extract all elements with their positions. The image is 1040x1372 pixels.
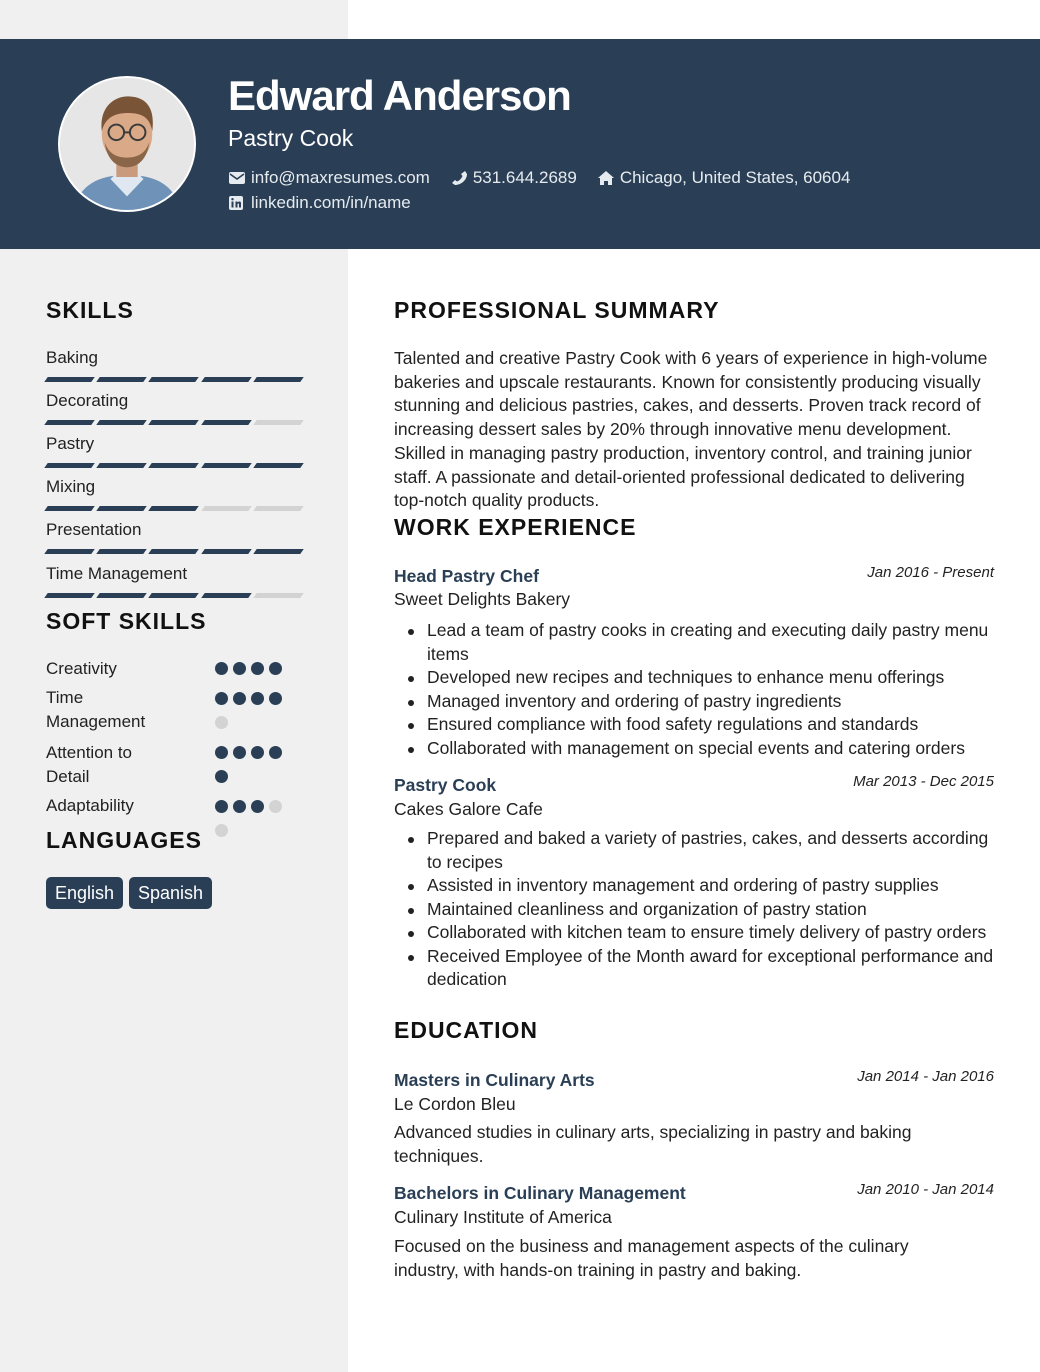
summary-text: Talented and creative Pastry Cook with 6 years of experience in high-volume bakeries and upscale restaurants. Known for consistently producing visually stunning and delicious pastries, cakes, and desserts. Proven track record of increasing dessert sales by 20% through innovative menu development. Skilled in managing pastry production, inventory control, and training junior staff. A passionate and detail-oriented professional dedicated to delivering top-notch quality products. <box>394 348 988 511</box>
education-heading: EDUCATION <box>394 1017 539 1043</box>
skill-level-segment <box>44 593 95 598</box>
bullet-item: Ensured compliance with food safety regulations and standards <box>427 713 997 737</box>
skill-level-segment <box>253 420 304 425</box>
skill-level-segment <box>149 420 200 425</box>
contact-linkedin[interactable] <box>228 193 411 213</box>
rating-dot <box>251 746 264 759</box>
job-title: Head Pastry Chef <box>394 566 539 586</box>
skill-level-segment <box>201 549 252 554</box>
candidate-name: Edward Anderson <box>228 72 571 119</box>
rating-dot <box>215 800 228 813</box>
education-date: Jan 2014 - Jan 2016 <box>857 1068 994 1085</box>
rating-dot <box>233 800 246 813</box>
bullet-item: Received Employee of the Month award for exceptional performance and dedication <box>427 945 997 992</box>
skill-level-segment <box>149 593 200 598</box>
education-description: Advanced studies in culinary arts, specializing in pastry and baking techniques. <box>394 1122 912 1166</box>
education-description: Focused on the business and management aspects of the culinary industry, with hands-on training in pastry and baking. <box>394 1236 909 1280</box>
skill-level-segment <box>96 506 147 511</box>
skill-level-segment <box>253 593 304 598</box>
skill-level-segment <box>96 549 147 554</box>
school-name: Le Cordon Bleu <box>394 1094 516 1114</box>
skill-name: Mixing <box>46 477 96 496</box>
skill-level-segment <box>96 463 147 468</box>
linkedin-icon <box>228 195 246 211</box>
contact-phone[interactable] <box>450 168 577 188</box>
skill-level-segment <box>149 377 200 382</box>
skill-level-segment <box>201 420 252 425</box>
rating-dot <box>215 716 228 729</box>
rating-dot <box>269 746 282 759</box>
envelope-icon <box>228 170 246 186</box>
contact-row-linkedin <box>228 193 431 213</box>
skill-level-segment <box>149 506 200 511</box>
home-icon <box>597 170 615 186</box>
skill-level-segment <box>96 420 147 425</box>
rating-dot <box>269 662 282 675</box>
bullet-item: Developed new recipes and techniques to enhance menu offerings <box>427 666 997 690</box>
degree-title: Masters in Culinary Arts <box>394 1070 595 1090</box>
bullet-item: Prepared and baked a variety of pastries, cakes, and desserts according to recipes <box>427 827 997 874</box>
skill-level-segment <box>44 463 95 468</box>
rating-dot <box>215 746 228 759</box>
skill-level-segment <box>201 377 252 382</box>
summary-heading: PROFESSIONAL SUMMARY <box>394 297 720 323</box>
candidate-title: Pastry Cook <box>228 125 354 151</box>
bullet-item: Assisted in inventory management and ordering of pastry supplies <box>427 874 997 898</box>
skill-name: Decorating <box>46 391 129 410</box>
skills-heading: SKILLS <box>46 297 134 323</box>
job-date: Mar 2013 - Dec 2015 <box>853 773 994 790</box>
contact-row <box>228 168 870 188</box>
degree-title: Bachelors in Culinary Management <box>394 1183 686 1203</box>
bullet-item: Managed inventory and ordering of pastry ingredients <box>427 690 997 714</box>
bullet-item: Collaborated with kitchen team to ensure timely delivery of pastry orders <box>427 921 997 945</box>
skill-level-segment <box>44 377 95 382</box>
skill-level-bar <box>46 377 302 382</box>
job-company: Cakes Galore Cafe <box>394 799 543 819</box>
language-badge: Spanish <box>129 877 212 909</box>
language-badge: English <box>46 877 123 909</box>
skill-level-segment <box>201 506 252 511</box>
rating-dot <box>233 662 246 675</box>
skill-level-segment <box>149 463 200 468</box>
phone-text: 531.644.2689 <box>472 168 577 187</box>
bullet-item: Lead a team of pastry cooks in creating and executing daily pastry menu items <box>427 619 997 666</box>
job-company: Sweet Delights Bakery <box>394 589 571 609</box>
bullet-item: Collaborated with management on special events and catering orders <box>427 737 997 761</box>
rating-dot <box>215 824 228 837</box>
rating-dot <box>251 692 264 705</box>
skill-name: Presentation <box>46 520 142 539</box>
skill-level-bar <box>46 549 302 554</box>
email-text: info@maxresumes.com <box>251 168 430 187</box>
rating-dot <box>251 662 264 675</box>
skill-name: Pastry <box>46 434 95 453</box>
rating-dot <box>233 692 246 705</box>
bullet-item: Maintained cleanliness and organization of pastry station <box>427 898 997 922</box>
skill-level-segment <box>149 549 200 554</box>
skill-level-segment <box>96 593 147 598</box>
skill-level-bar <box>46 463 302 468</box>
job-title: Pastry Cook <box>394 775 497 795</box>
portrait-image <box>60 78 194 210</box>
skill-level-segment <box>201 593 252 598</box>
skill-name: Time Management <box>46 564 188 583</box>
skill-name: Baking <box>46 348 98 367</box>
skill-level-bar <box>46 593 302 598</box>
job-bullets <box>427 827 997 992</box>
skill-level-segment <box>96 377 147 382</box>
experience-heading: WORK EXPERIENCE <box>394 514 637 540</box>
soft-skill-name: Attention to Detail <box>46 743 133 786</box>
soft-skill-name: Time Management <box>46 688 146 731</box>
rating-dot <box>269 692 282 705</box>
school-name: Culinary Institute of America <box>394 1207 612 1227</box>
phone-icon <box>450 170 468 186</box>
skill-level-bar <box>46 420 302 425</box>
rating-dot <box>251 800 264 813</box>
skill-level-segment <box>253 463 304 468</box>
soft-skill-name: Creativity <box>46 659 117 678</box>
rating-dot <box>233 746 246 759</box>
skill-level-segment <box>201 463 252 468</box>
skill-level-segment <box>44 506 95 511</box>
soft-skills-heading: SOFT SKILLS <box>46 608 207 634</box>
languages-heading: LANGUAGES <box>46 827 202 853</box>
education-date: Jan 2010 - Jan 2014 <box>857 1181 994 1198</box>
rating-dot <box>269 800 282 813</box>
rating-dot <box>215 692 228 705</box>
soft-skill-name: Adaptability <box>46 796 134 815</box>
job-bullets <box>427 619 997 760</box>
linkedin-text: linkedin.com/in/name <box>251 193 411 212</box>
rating-dot <box>215 662 228 675</box>
contact-email[interactable] <box>228 168 430 188</box>
resume-header <box>0 39 1040 249</box>
skill-level-segment <box>253 377 304 382</box>
skill-level-bar <box>46 506 302 511</box>
skill-level-segment <box>44 420 95 425</box>
job-date: Jan 2016 - Present <box>867 564 994 581</box>
location-text: Chicago, United States, 60604 <box>619 168 851 187</box>
contact-location <box>597 168 851 188</box>
profile-photo <box>58 76 196 212</box>
skill-level-segment <box>253 549 304 554</box>
rating-dot <box>215 770 228 783</box>
skill-level-segment <box>253 506 304 511</box>
skill-level-segment <box>44 549 95 554</box>
